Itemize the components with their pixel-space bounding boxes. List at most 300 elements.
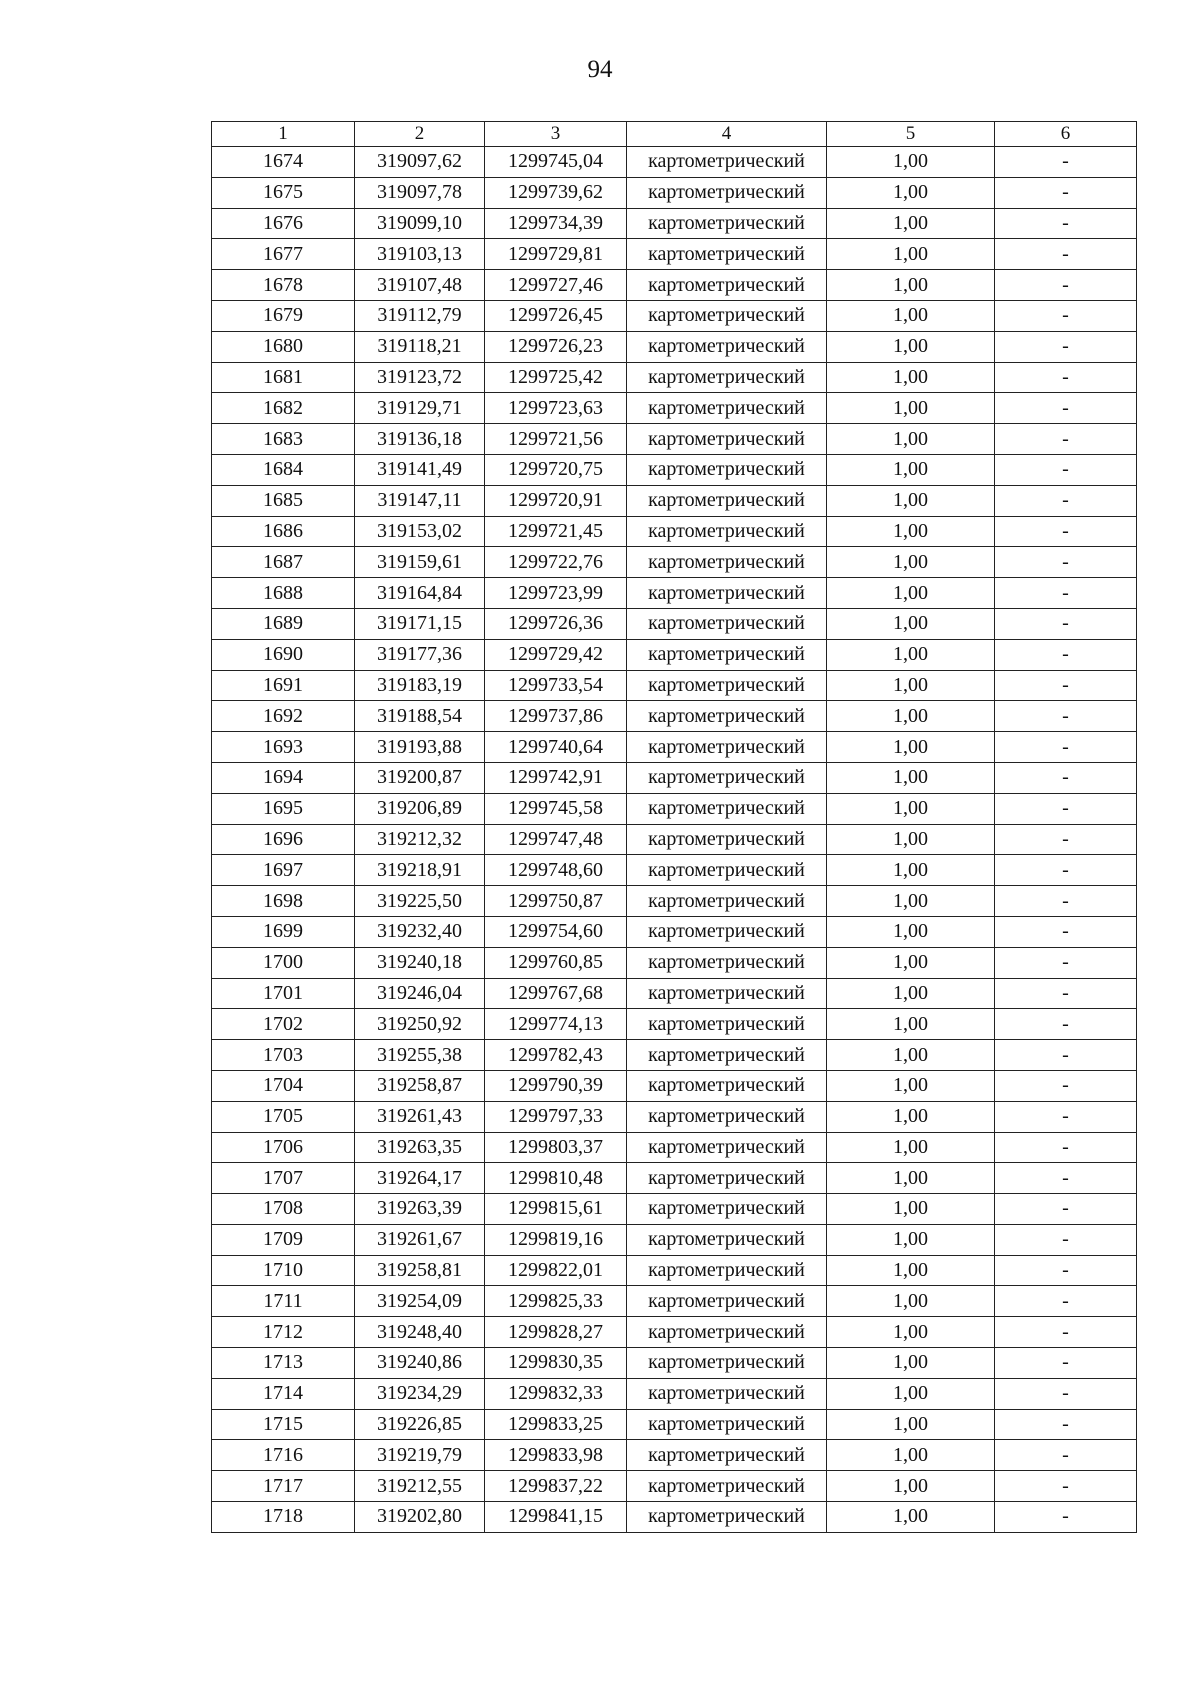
y-coordinate-cell: 1299819,16 [485, 1224, 627, 1255]
point-number-cell: 1708 [212, 1194, 355, 1225]
point-number-cell: 1718 [212, 1502, 355, 1533]
method-cell: картометрический [627, 547, 827, 578]
note-cell: - [995, 362, 1137, 393]
y-coordinate-cell: 1299810,48 [485, 1163, 627, 1194]
point-number-cell: 1706 [212, 1132, 355, 1163]
y-coordinate-cell: 1299734,39 [485, 208, 627, 239]
note-cell: - [995, 1502, 1137, 1533]
method-cell: картометрический [627, 1378, 827, 1409]
accuracy-cell: 1,00 [827, 1471, 995, 1502]
method-cell: картометрический [627, 1409, 827, 1440]
table-row [212, 1440, 1137, 1471]
x-coordinate-cell: 319263,39 [355, 1194, 485, 1225]
x-coordinate-cell: 319112,79 [355, 300, 485, 331]
accuracy-cell: 1,00 [827, 1194, 995, 1225]
method-cell: картометрический [627, 1502, 827, 1533]
accuracy-cell: 1,00 [827, 547, 995, 578]
table-row [212, 732, 1137, 763]
x-coordinate-cell: 319153,02 [355, 516, 485, 547]
accuracy-cell: 1,00 [827, 1348, 995, 1379]
x-coordinate-cell: 319183,19 [355, 670, 485, 701]
y-coordinate-cell: 1299729,81 [485, 239, 627, 270]
note-cell: - [995, 177, 1137, 208]
accuracy-cell: 1,00 [827, 1009, 995, 1040]
table-row [212, 1163, 1137, 1194]
table-row [212, 1255, 1137, 1286]
note-cell: - [995, 916, 1137, 947]
method-cell: картометрический [627, 578, 827, 609]
y-coordinate-cell: 1299739,62 [485, 177, 627, 208]
x-coordinate-cell: 319240,86 [355, 1348, 485, 1379]
table-row [212, 762, 1137, 793]
table-row [212, 454, 1137, 485]
note-cell: - [995, 608, 1137, 639]
point-number-cell: 1677 [212, 239, 355, 270]
accuracy-cell: 1,00 [827, 886, 995, 917]
accuracy-cell: 1,00 [827, 1040, 995, 1071]
accuracy-cell: 1,00 [827, 270, 995, 301]
note-cell: - [995, 701, 1137, 732]
method-cell: картометрический [627, 177, 827, 208]
method-cell: картометрический [627, 1286, 827, 1317]
note-cell: - [995, 1255, 1137, 1286]
x-coordinate-cell: 319107,48 [355, 270, 485, 301]
table-row [212, 1132, 1137, 1163]
x-coordinate-cell: 319097,78 [355, 177, 485, 208]
point-number-cell: 1679 [212, 300, 355, 331]
x-coordinate-cell: 319103,13 [355, 239, 485, 270]
y-coordinate-cell: 1299720,91 [485, 485, 627, 516]
accuracy-cell: 1,00 [827, 1440, 995, 1471]
x-coordinate-cell: 319248,40 [355, 1317, 485, 1348]
note-cell: - [995, 270, 1137, 301]
note-cell: - [995, 578, 1137, 609]
table-row [212, 1378, 1137, 1409]
accuracy-cell: 1,00 [827, 1255, 995, 1286]
x-coordinate-cell: 319202,80 [355, 1502, 485, 1533]
point-number-cell: 1717 [212, 1471, 355, 1502]
note-cell: - [995, 1163, 1137, 1194]
point-number-cell: 1707 [212, 1163, 355, 1194]
note-cell: - [995, 1224, 1137, 1255]
point-number-cell: 1696 [212, 824, 355, 855]
method-cell: картометрический [627, 855, 827, 886]
point-number-cell: 1688 [212, 578, 355, 609]
method-cell: картометрический [627, 239, 827, 270]
method-cell: картометрический [627, 793, 827, 824]
point-number-cell: 1710 [212, 1255, 355, 1286]
note-cell: - [995, 1040, 1137, 1071]
note-cell: - [995, 1317, 1137, 1348]
accuracy-cell: 1,00 [827, 855, 995, 886]
accuracy-cell: 1,00 [827, 1502, 995, 1533]
accuracy-cell: 1,00 [827, 177, 995, 208]
y-coordinate-cell: 1299774,13 [485, 1009, 627, 1040]
y-coordinate-cell: 1299841,15 [485, 1502, 627, 1533]
note-cell: - [995, 1378, 1137, 1409]
note-cell: - [995, 1286, 1137, 1317]
method-cell: картометрический [627, 362, 827, 393]
x-coordinate-cell: 319264,17 [355, 1163, 485, 1194]
point-number-cell: 1692 [212, 701, 355, 732]
y-coordinate-cell: 1299837,22 [485, 1471, 627, 1502]
method-cell: картометрический [627, 1040, 827, 1071]
point-number-cell: 1680 [212, 331, 355, 362]
point-number-cell: 1695 [212, 793, 355, 824]
x-coordinate-cell: 319097,62 [355, 147, 485, 178]
accuracy-cell: 1,00 [827, 1163, 995, 1194]
point-number-cell: 1702 [212, 1009, 355, 1040]
table-row [212, 177, 1137, 208]
x-coordinate-cell: 319254,09 [355, 1286, 485, 1317]
x-coordinate-cell: 319258,87 [355, 1070, 485, 1101]
x-coordinate-cell: 319123,72 [355, 362, 485, 393]
point-number-cell: 1705 [212, 1101, 355, 1132]
point-number-cell: 1703 [212, 1040, 355, 1071]
table-row [212, 424, 1137, 455]
page-number: 94 [587, 56, 613, 83]
y-coordinate-cell: 1299832,33 [485, 1378, 627, 1409]
table-row [212, 1101, 1137, 1132]
table-row [212, 793, 1137, 824]
table-row [212, 239, 1137, 270]
table-row [212, 393, 1137, 424]
table-row [212, 1224, 1137, 1255]
x-coordinate-cell: 319212,32 [355, 824, 485, 855]
table-row [212, 331, 1137, 362]
note-cell: - [995, 393, 1137, 424]
method-cell: картометрический [627, 485, 827, 516]
accuracy-cell: 1,00 [827, 824, 995, 855]
table-row [212, 608, 1137, 639]
method-cell: картометрический [627, 1163, 827, 1194]
y-coordinate-cell: 1299729,42 [485, 639, 627, 670]
table-row [212, 1009, 1137, 1040]
table-row [212, 516, 1137, 547]
y-coordinate-cell: 1299745,04 [485, 147, 627, 178]
y-coordinate-cell: 1299745,58 [485, 793, 627, 824]
table-row [212, 978, 1137, 1009]
method-cell: картометрический [627, 393, 827, 424]
y-coordinate-cell: 1299828,27 [485, 1317, 627, 1348]
accuracy-cell: 1,00 [827, 147, 995, 178]
y-coordinate-cell: 1299721,56 [485, 424, 627, 455]
accuracy-cell: 1,00 [827, 608, 995, 639]
x-coordinate-cell: 319255,38 [355, 1040, 485, 1071]
note-cell: - [995, 978, 1137, 1009]
accuracy-cell: 1,00 [827, 701, 995, 732]
y-coordinate-cell: 1299797,33 [485, 1101, 627, 1132]
y-coordinate-cell: 1299723,99 [485, 578, 627, 609]
y-coordinate-cell: 1299822,01 [485, 1255, 627, 1286]
point-number-cell: 1694 [212, 762, 355, 793]
y-coordinate-cell: 1299726,36 [485, 608, 627, 639]
y-coordinate-cell: 1299750,87 [485, 886, 627, 917]
note-cell: - [995, 639, 1137, 670]
y-coordinate-cell: 1299833,25 [485, 1409, 627, 1440]
method-cell: картометрический [627, 1471, 827, 1502]
method-cell: картометрический [627, 608, 827, 639]
y-coordinate-cell: 1299726,23 [485, 331, 627, 362]
x-coordinate-cell: 319118,21 [355, 331, 485, 362]
point-number-cell: 1711 [212, 1286, 355, 1317]
point-number-cell: 1684 [212, 454, 355, 485]
y-coordinate-cell: 1299720,75 [485, 454, 627, 485]
x-coordinate-cell: 319261,43 [355, 1101, 485, 1132]
y-coordinate-cell: 1299760,85 [485, 947, 627, 978]
y-coordinate-cell: 1299737,86 [485, 701, 627, 732]
y-coordinate-cell: 1299815,61 [485, 1194, 627, 1225]
x-coordinate-cell: 319219,79 [355, 1440, 485, 1471]
method-cell: картометрический [627, 732, 827, 763]
point-number-cell: 1681 [212, 362, 355, 393]
method-cell: картометрический [627, 1224, 827, 1255]
note-cell: - [995, 300, 1137, 331]
method-cell: картометрический [627, 639, 827, 670]
x-coordinate-cell: 319206,89 [355, 793, 485, 824]
table-header-row [212, 122, 1137, 147]
method-cell: картометрический [627, 1070, 827, 1101]
method-cell: картометрический [627, 1255, 827, 1286]
table-row [212, 947, 1137, 978]
point-number-cell: 1676 [212, 208, 355, 239]
y-coordinate-cell: 1299803,37 [485, 1132, 627, 1163]
accuracy-cell: 1,00 [827, 793, 995, 824]
table-row [212, 1070, 1137, 1101]
y-coordinate-cell: 1299833,98 [485, 1440, 627, 1471]
accuracy-cell: 1,00 [827, 978, 995, 1009]
note-cell: - [995, 424, 1137, 455]
table-row [212, 701, 1137, 732]
x-coordinate-cell: 319240,18 [355, 947, 485, 978]
accuracy-cell: 1,00 [827, 732, 995, 763]
table-row [212, 824, 1137, 855]
accuracy-cell: 1,00 [827, 393, 995, 424]
x-coordinate-cell: 319261,67 [355, 1224, 485, 1255]
x-coordinate-cell: 319226,85 [355, 1409, 485, 1440]
note-cell: - [995, 454, 1137, 485]
y-coordinate-cell: 1299782,43 [485, 1040, 627, 1071]
point-number-cell: 1699 [212, 916, 355, 947]
point-number-cell: 1709 [212, 1224, 355, 1255]
x-coordinate-cell: 319147,11 [355, 485, 485, 516]
x-coordinate-cell: 319234,29 [355, 1378, 485, 1409]
table-row [212, 1040, 1137, 1071]
method-cell: картометрический [627, 331, 827, 362]
accuracy-cell: 1,00 [827, 516, 995, 547]
y-coordinate-cell: 1299748,60 [485, 855, 627, 886]
table-row [212, 1502, 1137, 1533]
column-header: 5 [827, 122, 995, 147]
accuracy-cell: 1,00 [827, 1101, 995, 1132]
table-row [212, 578, 1137, 609]
point-number-cell: 1691 [212, 670, 355, 701]
note-cell: - [995, 239, 1137, 270]
accuracy-cell: 1,00 [827, 208, 995, 239]
note-cell: - [995, 547, 1137, 578]
accuracy-cell: 1,00 [827, 424, 995, 455]
point-number-cell: 1675 [212, 177, 355, 208]
accuracy-cell: 1,00 [827, 1132, 995, 1163]
x-coordinate-cell: 319177,36 [355, 639, 485, 670]
column-header: 2 [355, 122, 485, 147]
x-coordinate-cell: 319188,54 [355, 701, 485, 732]
x-coordinate-cell: 319250,92 [355, 1009, 485, 1040]
accuracy-cell: 1,00 [827, 947, 995, 978]
column-header: 6 [995, 122, 1137, 147]
accuracy-cell: 1,00 [827, 454, 995, 485]
y-coordinate-cell: 1299726,45 [485, 300, 627, 331]
method-cell: картометрический [627, 516, 827, 547]
accuracy-cell: 1,00 [827, 1070, 995, 1101]
table-row [212, 147, 1137, 178]
x-coordinate-cell: 319129,71 [355, 393, 485, 424]
y-coordinate-cell: 1299754,60 [485, 916, 627, 947]
note-cell: - [995, 947, 1137, 978]
point-number-cell: 1690 [212, 639, 355, 670]
accuracy-cell: 1,00 [827, 1317, 995, 1348]
note-cell: - [995, 793, 1137, 824]
accuracy-cell: 1,00 [827, 239, 995, 270]
accuracy-cell: 1,00 [827, 1409, 995, 1440]
point-number-cell: 1701 [212, 978, 355, 1009]
point-number-cell: 1689 [212, 608, 355, 639]
point-number-cell: 1682 [212, 393, 355, 424]
point-number-cell: 1700 [212, 947, 355, 978]
accuracy-cell: 1,00 [827, 762, 995, 793]
method-cell: картометрический [627, 1132, 827, 1163]
x-coordinate-cell: 319246,04 [355, 978, 485, 1009]
y-coordinate-cell: 1299722,76 [485, 547, 627, 578]
note-cell: - [995, 824, 1137, 855]
y-coordinate-cell: 1299721,45 [485, 516, 627, 547]
method-cell: картометрический [627, 454, 827, 485]
y-coordinate-cell: 1299742,91 [485, 762, 627, 793]
note-cell: - [995, 1409, 1137, 1440]
column-header: 1 [212, 122, 355, 147]
y-coordinate-cell: 1299830,35 [485, 1348, 627, 1379]
table-row [212, 208, 1137, 239]
accuracy-cell: 1,00 [827, 639, 995, 670]
x-coordinate-cell: 319212,55 [355, 1471, 485, 1502]
note-cell: - [995, 1101, 1137, 1132]
note-cell: - [995, 670, 1137, 701]
method-cell: картометрический [627, 424, 827, 455]
method-cell: картометрический [627, 762, 827, 793]
table-row [212, 639, 1137, 670]
x-coordinate-cell: 319200,87 [355, 762, 485, 793]
method-cell: картометрический [627, 1348, 827, 1379]
x-coordinate-cell: 319225,50 [355, 886, 485, 917]
note-cell: - [995, 1348, 1137, 1379]
note-cell: - [995, 762, 1137, 793]
point-number-cell: 1678 [212, 270, 355, 301]
note-cell: - [995, 485, 1137, 516]
x-coordinate-cell: 319164,84 [355, 578, 485, 609]
note-cell: - [995, 855, 1137, 886]
method-cell: картометрический [627, 147, 827, 178]
point-number-cell: 1686 [212, 516, 355, 547]
note-cell: - [995, 1471, 1137, 1502]
method-cell: картометрический [627, 208, 827, 239]
method-cell: картометрический [627, 886, 827, 917]
point-number-cell: 1683 [212, 424, 355, 455]
table-row [212, 362, 1137, 393]
note-cell: - [995, 208, 1137, 239]
accuracy-cell: 1,00 [827, 1378, 995, 1409]
point-number-cell: 1712 [212, 1317, 355, 1348]
table-row [212, 547, 1137, 578]
table-row [212, 1348, 1137, 1379]
table-row [212, 300, 1137, 331]
x-coordinate-cell: 319258,81 [355, 1255, 485, 1286]
method-cell: картометрический [627, 1440, 827, 1471]
method-cell: картометрический [627, 947, 827, 978]
table-row [212, 1286, 1137, 1317]
method-cell: картометрический [627, 300, 827, 331]
point-number-cell: 1713 [212, 1348, 355, 1379]
y-coordinate-cell: 1299727,46 [485, 270, 627, 301]
accuracy-cell: 1,00 [827, 1224, 995, 1255]
point-number-cell: 1716 [212, 1440, 355, 1471]
point-number-cell: 1693 [212, 732, 355, 763]
x-coordinate-cell: 319141,49 [355, 454, 485, 485]
table-row [212, 1194, 1137, 1225]
accuracy-cell: 1,00 [827, 578, 995, 609]
x-coordinate-cell: 319232,40 [355, 916, 485, 947]
x-coordinate-cell: 319193,88 [355, 732, 485, 763]
point-number-cell: 1698 [212, 886, 355, 917]
note-cell: - [995, 331, 1137, 362]
accuracy-cell: 1,00 [827, 362, 995, 393]
table-row [212, 855, 1137, 886]
y-coordinate-cell: 1299747,48 [485, 824, 627, 855]
note-cell: - [995, 1440, 1137, 1471]
method-cell: картометрический [627, 701, 827, 732]
method-cell: картометрический [627, 1317, 827, 1348]
column-header: 4 [627, 122, 827, 147]
accuracy-cell: 1,00 [827, 331, 995, 362]
table-body [212, 147, 1137, 1533]
method-cell: картометрический [627, 1101, 827, 1132]
accuracy-cell: 1,00 [827, 485, 995, 516]
accuracy-cell: 1,00 [827, 916, 995, 947]
table-row [212, 1317, 1137, 1348]
x-coordinate-cell: 319136,18 [355, 424, 485, 455]
point-number-cell: 1704 [212, 1070, 355, 1101]
x-coordinate-cell: 319263,35 [355, 1132, 485, 1163]
point-number-cell: 1715 [212, 1409, 355, 1440]
accuracy-cell: 1,00 [827, 300, 995, 331]
y-coordinate-cell: 1299825,33 [485, 1286, 627, 1317]
method-cell: картометрический [627, 270, 827, 301]
note-cell: - [995, 516, 1137, 547]
y-coordinate-cell: 1299790,39 [485, 1070, 627, 1101]
method-cell: картометрический [627, 978, 827, 1009]
table-row [212, 886, 1137, 917]
coordinates-table [211, 121, 1137, 1533]
note-cell: - [995, 1070, 1137, 1101]
x-coordinate-cell: 319171,15 [355, 608, 485, 639]
note-cell: - [995, 886, 1137, 917]
point-number-cell: 1685 [212, 485, 355, 516]
y-coordinate-cell: 1299740,64 [485, 732, 627, 763]
point-number-cell: 1687 [212, 547, 355, 578]
method-cell: картометрический [627, 670, 827, 701]
note-cell: - [995, 147, 1137, 178]
table-row [212, 270, 1137, 301]
table-row [212, 916, 1137, 947]
